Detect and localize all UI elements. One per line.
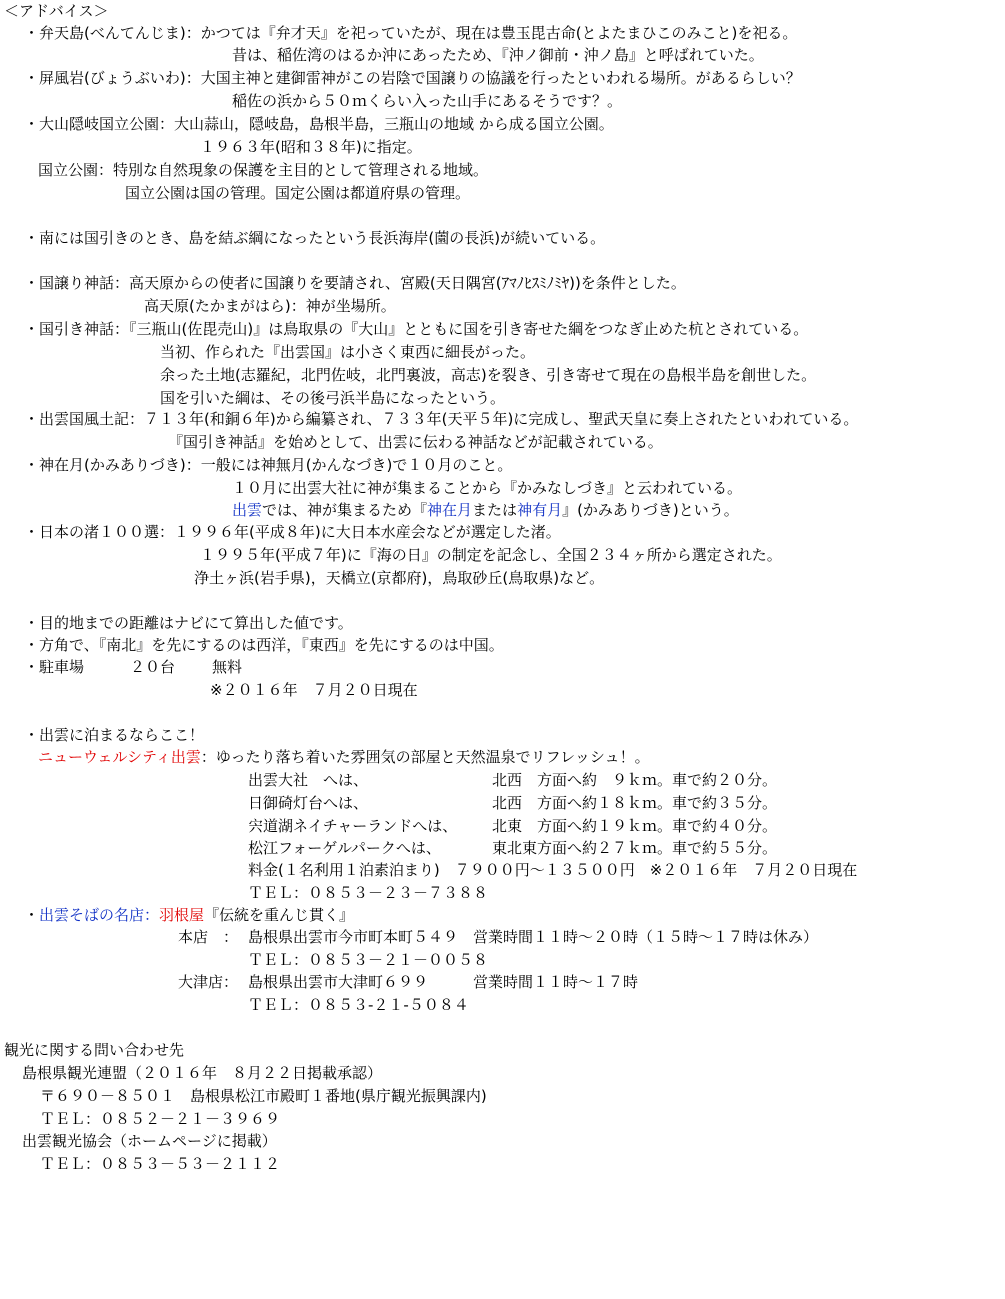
kunibiki-line-4: 国を引いた綱は、その後弓浜半島になったという。 [160, 389, 506, 407]
parking-count: ２０台 [130, 658, 176, 676]
contact-renmei: 島根県観光連盟（２０１６年 ８月２２日掲載承認） [22, 1064, 383, 1082]
izumo-highlight: 出雲 [232, 501, 263, 519]
soba-main-label: 本店 ： [178, 928, 239, 946]
soba-motto: 『伝統を重んじ貫く』 [204, 906, 355, 924]
kamiari-text-1: では、神が集まるため『 [262, 501, 428, 519]
soba-otsu-tel: ＴＥＬ：０８５３-２１-５０８４ [248, 996, 469, 1014]
kamiyu-zuki-highlight: 神有月 [517, 501, 563, 519]
parking-date: ※２０１６年 ７月２０日現在 [210, 681, 418, 699]
parking-label: ・駐車場 [24, 658, 85, 676]
contact-kyokai-tel: ＴＥＬ：０８５３－５３－２１１２ [40, 1155, 281, 1173]
park-line-3: 国立公園：特別な自然現象の保護を主目的として管理される地域。 [38, 161, 489, 179]
hotel-tel: ＴＥＬ：０８５３－２３－７３８８ [248, 884, 489, 902]
soba-main-address: 島根県出雲市今市町本町５４９ 営業時間１１時～２０時（１５時～１７時は休み） [248, 928, 819, 946]
contact-kyokai: 出雲観光協会（ホームページに掲載） [22, 1132, 277, 1150]
benten-line-2: 昔は、稲佐湾のはるか沖にあったため、『沖ノ御前・沖ノ島』と呼ばれていた。 [232, 46, 764, 64]
contact-renmei-address: 〒６９０－８５０１ 島根県松江市殿町１番地(県庁観光振興課内) [40, 1087, 487, 1105]
south-coast-line: ・南には国引きのとき、島を結ぶ綱になったという長浜海岸(薗の長浜)が続いている。 [24, 229, 606, 247]
kuniyuzuri-line-2: 高天原(たかまがはら)：神が坐場所。 [144, 297, 396, 315]
hotel-line [38, 746, 650, 768]
route-1-direction: 北西 方面へ約 ９ｋｍ。車で約２０分。 [492, 771, 778, 789]
benten-line-1: ・弁天島(べんてんじま)：かつては『弁才天』を祀っていたが、現在は豊玉毘古命(とよたまひこのみこと)を祀る。 [24, 24, 798, 42]
soba-line [24, 904, 354, 926]
soba-otsu-label: 大津店： [178, 973, 239, 991]
route-4-direction: 東北東方面へ約２７ｋｍ。車で約５５分。 [492, 839, 778, 857]
kamiari-text-2: または [472, 501, 518, 519]
advice-heading: ＜アドバイス＞ [4, 2, 109, 20]
fudoki-line-2: 『国引き神話』を始めとして、出雲に伝わる神話などが記載されている。 [168, 433, 663, 451]
contact-heading: 観光に関する問い合わせ先 [4, 1041, 185, 1059]
kamiari-line-3 [232, 499, 739, 521]
direction-note: ・方角で、『南北』を先にするのは西洋，『東西』を先にするのは中国。 [24, 636, 504, 654]
byobu-line-2: 稲佐の浜から５０ｍくらい入った山手にあるそうです？。 [232, 92, 623, 110]
route-3-place: 宍道湖ネイチャーランドへは、 [248, 817, 458, 835]
route-4-place: 松江フォーゲルパークへは、 [248, 839, 441, 857]
kamiari-text-3: 』(かみありづき)という。 [562, 501, 739, 519]
kuniyuzuri-line-1: ・国譲り神話：高天原からの使者に国譲りを要請され、宮殿(天日隅宮(ｱﾏﾉﾋｽﾐﾉﾐﾔ))を条件とした。 [24, 274, 686, 292]
nagisa-line-1: ・日本の渚１００選：１９９６年(平成８年)に大日本水産会などが選定した渚。 [24, 523, 561, 541]
kunibiki-line-3: 余った土地(志羅紀，北門佐岐，北門裏波，高志)を裂き、引き寄せて現在の島根半島を創世した。 [160, 366, 817, 384]
kamiari-zuki-highlight: 神在月 [427, 501, 473, 519]
parking-fee: 無料 [212, 658, 243, 676]
soba-main-tel: ＴＥＬ：０８５３－２１－００５８ [248, 951, 489, 969]
soba-bullet: ・ [24, 906, 40, 924]
distance-note: ・目的地までの距離はナビにて算出した値です。 [24, 614, 353, 632]
soba-label: 出雲そばの名店： [39, 906, 160, 924]
route-2-place: 日御碕灯台へは、 [248, 794, 369, 812]
nagisa-line-2: １９９５年(平成７年)に『海の日』の制定を記念し、全国２３４ヶ所から選定された。 [200, 546, 782, 564]
route-1-place: 出雲大社 へは、 [248, 771, 369, 789]
contact-renmei-tel: ＴＥＬ：０８５２－２１－３９６９ [40, 1110, 281, 1128]
kunibiki-line-1: ・国引き神話：『三瓶山(佐毘売山)』は鳥取県の『大山』とともに国を引き寄せた綱をつなぎ止めた杭とされている。 [24, 320, 809, 338]
hotel-heading: ・出雲に泊まるならここ！ [24, 726, 205, 744]
kunibiki-line-2: 当初、作られた『出雲国』は小さく東西に細長がった。 [160, 343, 536, 361]
kamiari-line-1: ・神在月(かみありづき)：一般には神無月(かんなづき)で１０月のこと。 [24, 456, 513, 474]
park-line-4: 国立公園は国の管理。国定公園は都道府県の管理。 [125, 184, 471, 202]
hotel-price: 料金(１名利用１泊素泊まり) ７９００円～１３５００円 ※２０１６年 ７月２０日現在 [248, 861, 858, 879]
byobu-line-1: ・屏風岩(びょうぶいわ)：大国主神と建御雷神がこの岩陰で国譲りの協議を行ったといわれる場所。があるらしい？ [24, 69, 801, 87]
soba-shop-name: 羽根屋 [159, 906, 205, 924]
park-line-1: ・大山隠岐国立公園：大山蒜山，隠岐島，島根半島，三瓶山の地域 から成る国立公園。 [24, 115, 614, 133]
park-line-2: １９６３年(昭和３８年)に指定。 [200, 138, 422, 156]
route-2-direction: 北西 方面へ約１８ｋｍ。車で約３５分。 [492, 794, 778, 812]
route-3-direction: 北東 方面へ約１９ｋｍ。車で約４０分。 [492, 817, 778, 835]
nagisa-line-3: 浄土ヶ浜(岩手県)，天橋立(京都府)，鳥取砂丘(鳥取県)など。 [194, 569, 605, 587]
kamiari-line-2: １０月に出雲大社に神が集まることから『かみなしづき』と云われている。 [232, 479, 743, 497]
soba-otsu-address: 島根県出雲市大津町６９９ 営業時間１１時～１７時 [248, 973, 639, 991]
hotel-description: ：ゆったり落ち着いた雰囲気の部屋と天然温泉でリフレッシュ！。 [200, 748, 650, 766]
hotel-name: ニューウェルシティ出雲 [38, 748, 201, 766]
fudoki-line-1: ・出雲国風土記：７１３年(和銅６年)から編纂され、７３３年(天平５年)に完成し、聖武天皇に奏上されたといわれている。 [24, 410, 859, 428]
